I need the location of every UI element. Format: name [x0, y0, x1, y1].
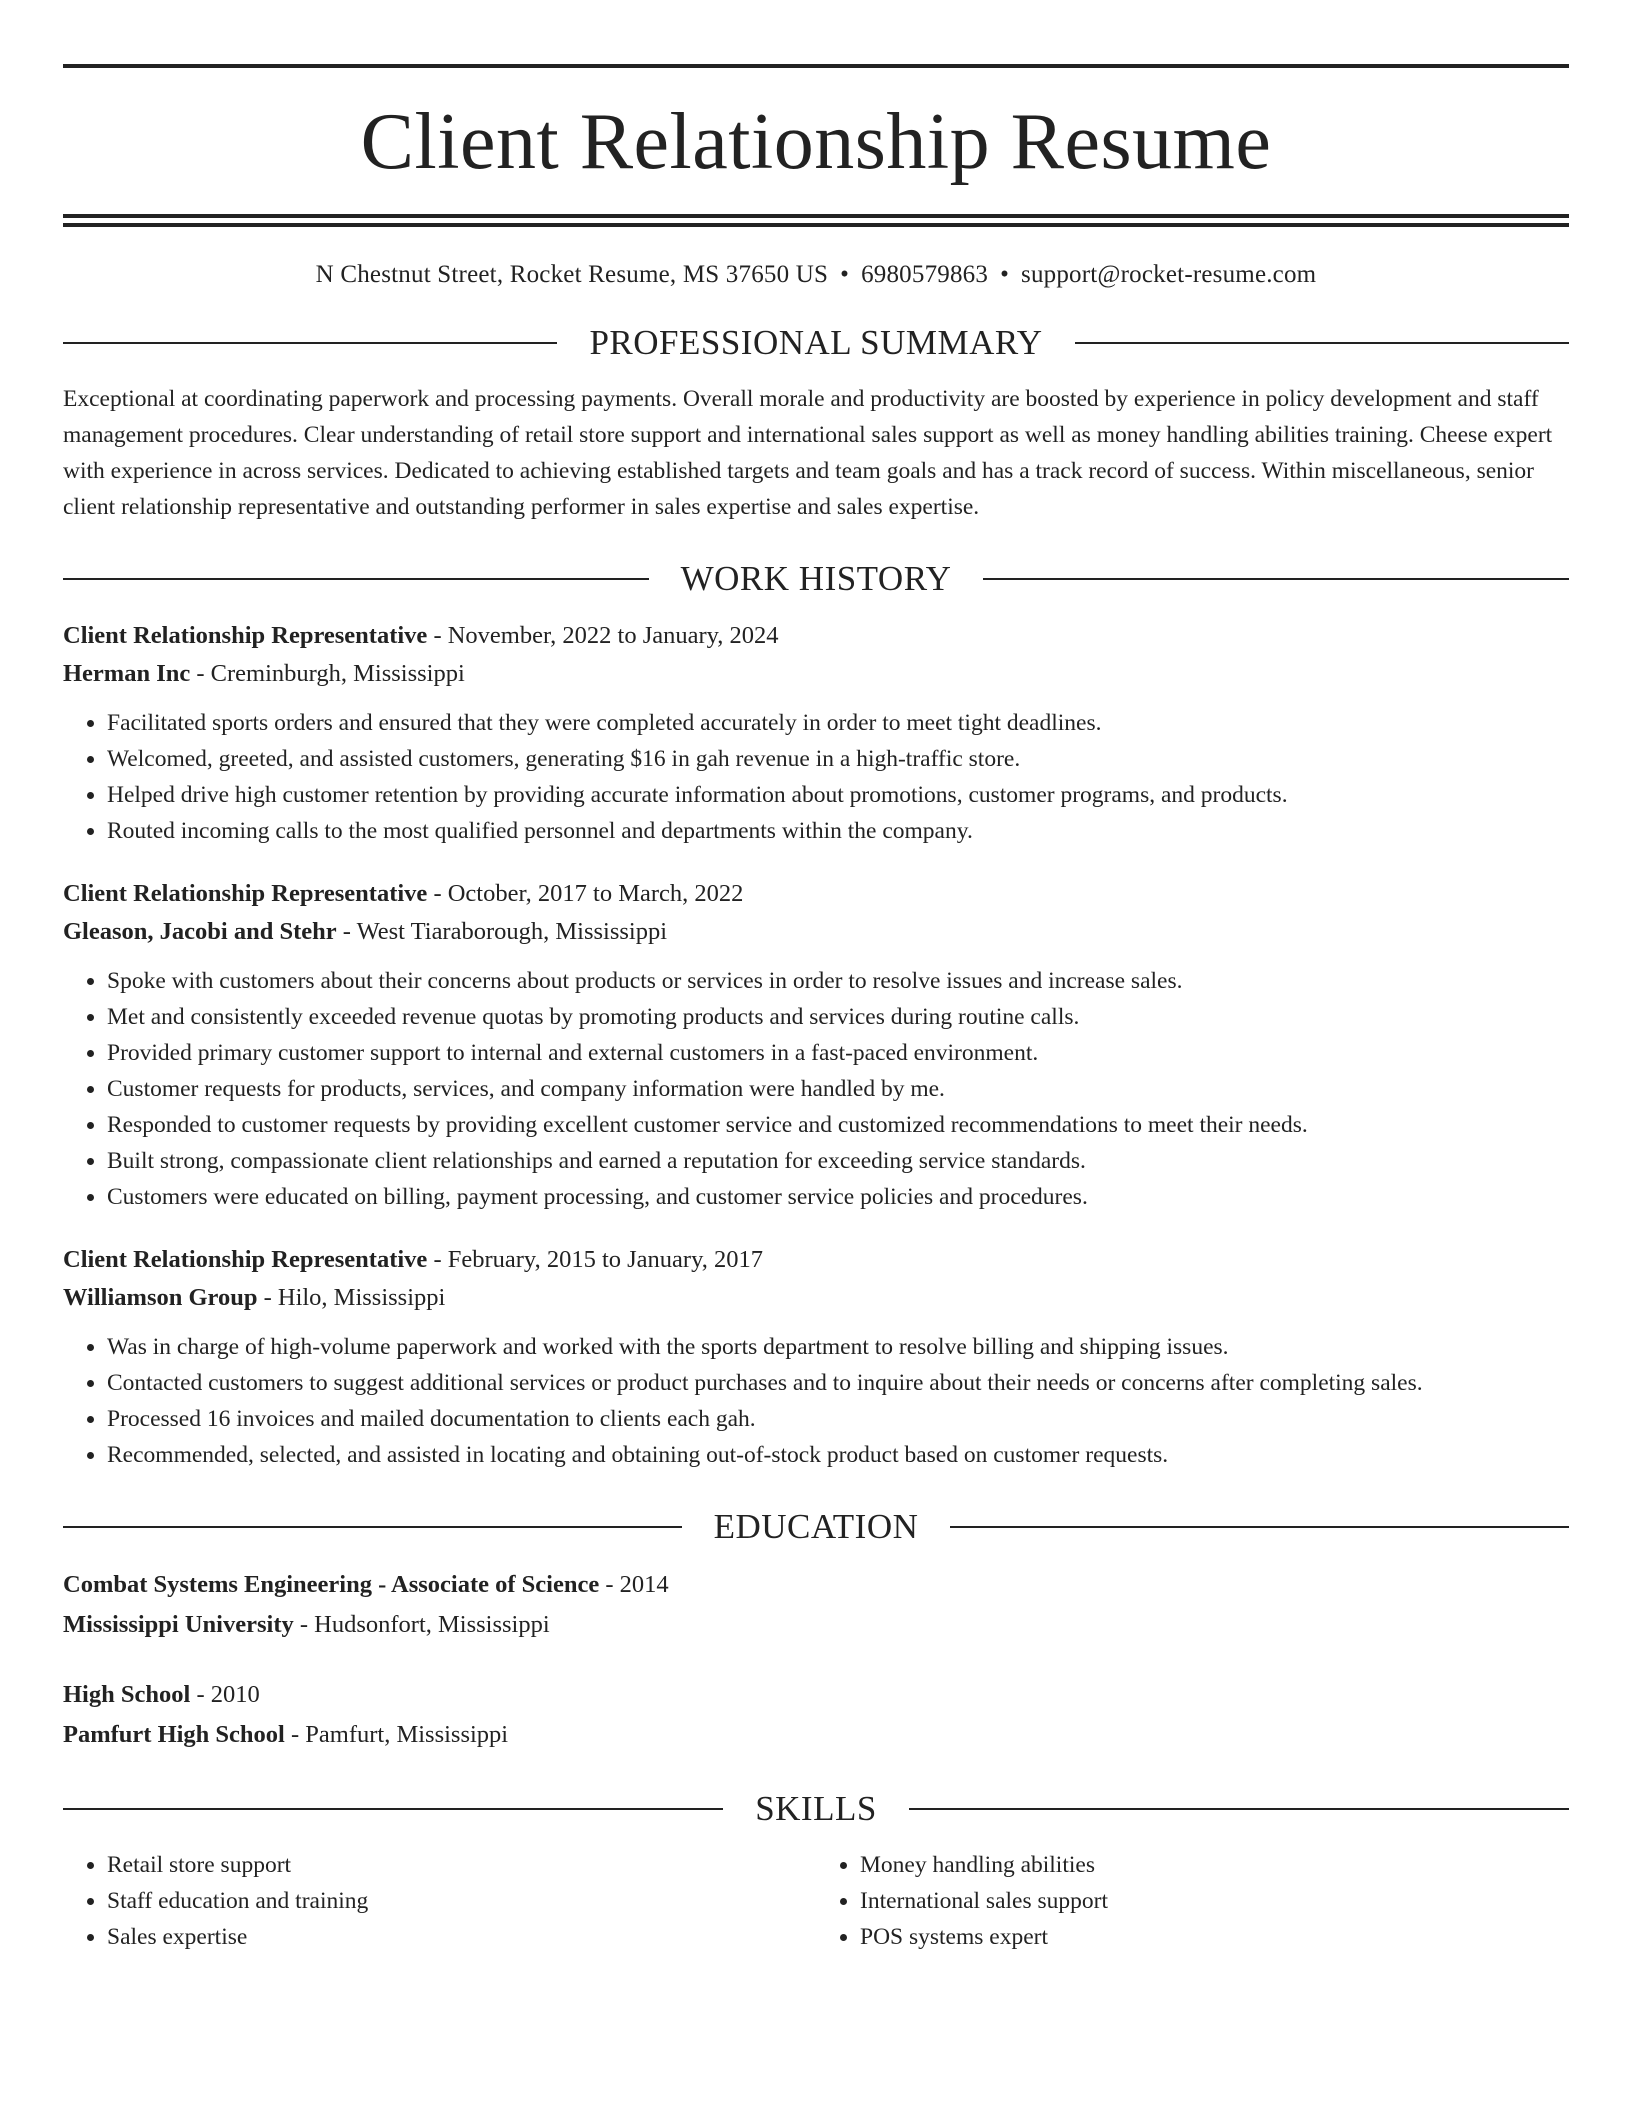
education-school: Pamfurt High School — [63, 1721, 285, 1748]
education-degree: High School — [63, 1681, 191, 1708]
education-degree-line — [63, 1565, 1569, 1605]
job-title: Client Relationship Representative — [63, 1246, 428, 1273]
skills-list — [63, 1847, 1569, 1955]
heading-rule — [1075, 342, 1569, 344]
job-dates: - October, 2017 to March, 2022 — [427, 880, 744, 907]
job-title-line — [63, 875, 1569, 913]
skills-column-left — [63, 1847, 816, 1955]
job-company-line — [63, 913, 1569, 951]
job-location: - Creminburgh, Mississippi — [190, 660, 465, 687]
job-bullet: • Welcomed, greeted, and assisted customers, generating $16 in gah revenue in a high-traffic store. — [107, 741, 1569, 777]
job-bullet: • Built strong, compassionate client relationships and earned a reputation for exceeding service standards. — [107, 1143, 1569, 1179]
job-bullet: • Spoke with customers about their concerns about products or services in order to resolve issues and increase sales. — [107, 963, 1569, 999]
education-heading-label: EDUCATION — [713, 1507, 919, 1546]
heading-rule — [63, 342, 557, 344]
title-rule-upper — [63, 214, 1569, 218]
job-bullet: • Provided primary customer support to internal and external customers in a fast-paced environment. — [107, 1035, 1569, 1071]
heading-rule — [909, 1808, 1569, 1810]
education-year: - 2010 — [190, 1681, 260, 1708]
education-degree-line — [63, 1675, 1569, 1715]
education-school-line — [63, 1605, 1569, 1645]
contact-separator: • — [1000, 261, 1010, 288]
summary-text: Exceptional at coordinating paperwork and processing payments. Overall morale and productivity are boosted by experience in policy development and staff management procedures. Clear understanding of retail store support and international sales support as well as money handling abilities training. Cheese expert with experience in across services. Dedicated to achieving established targets and team goals and has a track record of success. Within miscellaneous, senior client relationship representative and outstanding performer in sales expertise and sales expertise. — [63, 386, 1553, 520]
job-company-line — [63, 1279, 1569, 1317]
job-bullet: • Facilitated sports orders and ensured that they were completed accurately in order to meet tight deadlines. — [107, 705, 1569, 741]
education-degree: Combat Systems Engineering - Associate of Science — [63, 1571, 600, 1598]
job-title: Client Relationship Representative — [63, 880, 428, 907]
job-company: Herman Inc — [63, 660, 191, 687]
skills-heading — [63, 1789, 1569, 1829]
heading-rule — [63, 1526, 682, 1528]
job-bullet: • Responded to customer requests by providing excellent customer service and customized recommendations to meet their needs. — [107, 1107, 1569, 1143]
job-bullet: • Processed 16 invoices and mailed documentation to clients each gah. — [107, 1401, 1569, 1437]
job-location: - Hilo, Mississippi — [257, 1284, 446, 1311]
job-dates: - November, 2022 to January, 2024 — [427, 622, 779, 649]
education-school: Mississippi University — [63, 1611, 294, 1638]
job-title-line — [63, 617, 1569, 655]
job-title: Client Relationship Representative — [63, 622, 428, 649]
job-bullet: • Recommended, selected, and assisted in locating and obtaining out-of-stock product based on customer requests. — [107, 1437, 1569, 1473]
job-bullet: • Customer requests for products, services, and company information were handled by me. — [107, 1071, 1569, 1107]
summary-heading — [63, 323, 1569, 363]
skills-column-right — [816, 1847, 1569, 1955]
job-company-line — [63, 655, 1569, 693]
contact-email: support@rocket-resume.com — [1021, 261, 1317, 288]
job-location: - West Tiaraborough, Mississippi — [336, 918, 668, 945]
skill-item: • Money handling abilities — [860, 1847, 1569, 1883]
work-heading — [63, 559, 1569, 599]
contact-separator: • — [840, 261, 850, 288]
job-entry — [63, 1241, 1569, 1473]
education-school-line — [63, 1715, 1569, 1755]
job-bullets — [63, 1329, 1569, 1473]
heading-rule — [63, 578, 649, 580]
job-bullet: • Routed incoming calls to the most qualified personnel and departments within the company. — [107, 813, 1569, 849]
summary-heading-label: PROFESSIONAL SUMMARY — [589, 323, 1043, 362]
education-location: - Hudsonfort, Mississippi — [293, 1611, 550, 1638]
education-year: - 2014 — [599, 1571, 669, 1598]
contact-phone: 6980579863 — [861, 261, 989, 288]
job-company: Williamson Group — [63, 1284, 258, 1311]
job-entry — [63, 875, 1569, 1215]
work-heading-label: WORK HISTORY — [680, 559, 952, 598]
job-bullet: • Met and consistently exceeded revenue quotas by promoting products and services during routine calls. — [107, 999, 1569, 1035]
job-bullet: • Was in charge of high-volume paperwork and worked with the sports department to resolve billing and shipping issues. — [107, 1329, 1569, 1365]
education-entry — [63, 1565, 1569, 1645]
job-bullets — [63, 963, 1569, 1215]
heading-rule — [950, 1526, 1569, 1528]
job-title-line — [63, 1241, 1569, 1279]
education-heading — [63, 1507, 1569, 1547]
resume-title: Client Relationship Resume — [360, 98, 1272, 186]
skills-heading-label: SKILLS — [755, 1789, 877, 1828]
skill-item: • Retail store support — [107, 1847, 816, 1883]
skill-item: • Sales expertise — [107, 1919, 816, 1955]
skill-item: • Staff education and training — [107, 1883, 816, 1919]
contact-line — [63, 261, 1569, 289]
job-entry — [63, 617, 1569, 849]
heading-rule — [63, 1808, 723, 1810]
job-bullet: • Customers were educated on billing, payment processing, and customer service policies and procedures. — [107, 1179, 1569, 1215]
contact-address: N Chestnut Street, Rocket Resume, MS 37650 US — [315, 261, 829, 288]
top-rule — [63, 64, 1569, 68]
skill-item: • International sales support — [860, 1883, 1569, 1919]
skill-item: • POS systems expert — [860, 1919, 1569, 1955]
job-company: Gleason, Jacobi and Stehr — [63, 918, 337, 945]
education-location: - Pamfurt, Mississippi — [284, 1721, 509, 1748]
job-bullet: • Helped drive high customer retention by providing accurate information about promotions, customer programs, and products. — [107, 777, 1569, 813]
job-dates: - February, 2015 to January, 2017 — [427, 1246, 763, 1273]
title-rule-lower — [63, 223, 1569, 227]
heading-rule — [983, 578, 1569, 580]
education-entry — [63, 1675, 1569, 1755]
job-bullets — [63, 705, 1569, 849]
job-bullet: • Contacted customers to suggest additional services or product purchases and to inquire about their needs or concerns after completing sales. — [107, 1365, 1569, 1401]
